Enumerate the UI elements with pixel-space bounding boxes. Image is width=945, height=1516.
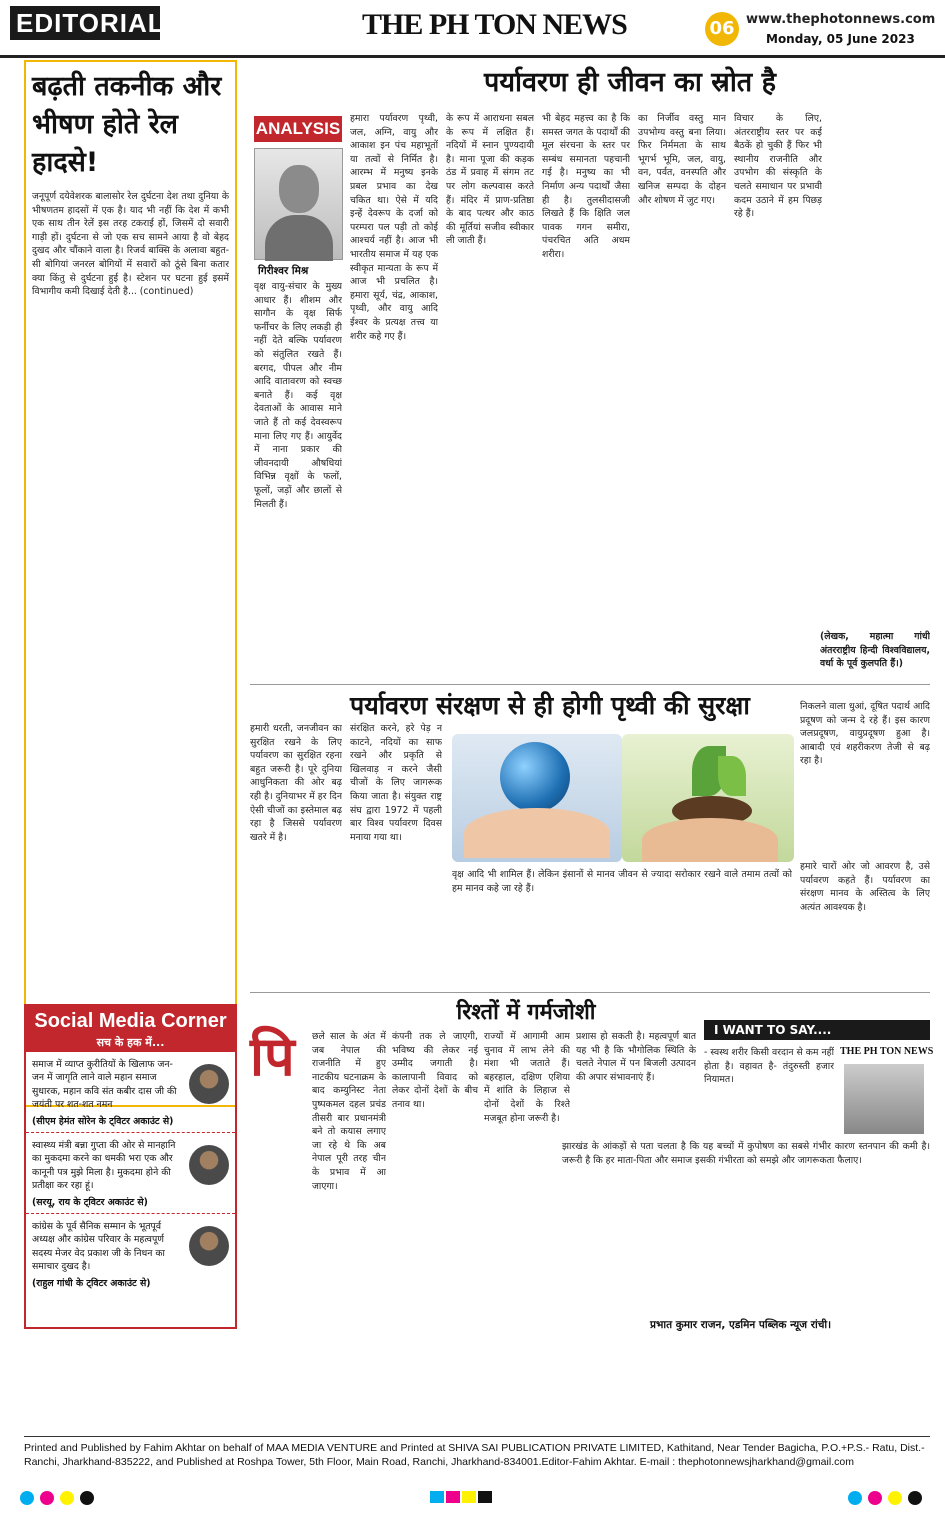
yellow-dot	[888, 1491, 902, 1505]
social-header	[26, 1006, 235, 1052]
i-want-to-say-intro: - स्वस्थ शरीर किसी वरदान से कम नहीं होता है। वहावत है- तंदुरुस्ती हजार नियामत।	[704, 1047, 834, 1086]
cyan-dot	[848, 1491, 862, 1505]
author-note: (लेखक, महात्मा गांधी अंतरराष्ट्रीय हिन्दी विश्वविद्यालय, वर्धा के पूर्व कुलपति हैं।)	[820, 631, 930, 670]
article-environment-column: के रूप में आराधना सबल के रूप में लक्षित हैं। नदियों में स्नान पुण्यदायी है। माना पूजा की कड़क ठंड में प्रवाह में संगम तट पर लोग कल्पवास करते हैं। मंदिर में प्राण-प्रतिष्ठा के बाद पत्थर और काठ की मूर्तियां सजीव स्वीकार ली जाती हैं।	[446, 113, 534, 247]
social-post	[26, 1214, 235, 1294]
i-want-to-say-header: I WANT TO SAY....	[704, 1020, 930, 1040]
contributor-signature: प्रभात कुमार राजन, एडमिन पब्लिक न्यूज रांची।	[650, 1319, 832, 1331]
post-handle: (राहुल गांधी के ट्विटर अकाउंट से)	[32, 1277, 151, 1289]
left-article	[24, 60, 237, 1107]
article-protection-column: वृक्ष आदि भी शामिल हैं। लेकिन इंसानों से मानव जीवन से ज्यादा सरोकार रखने वाले तमाम तत्वों को हम मानव कहे जा रहे हैं।	[452, 869, 792, 894]
post-text: स्वास्थ्य मंत्री बन्ना गुप्ता की ओर से मानहानि का मुकदमा करने का धमकी भरा एक और कानूनी पत्र मुझे मिला है। मुकदमा होने की प्रतीक्षा कर रहा हूं।	[32, 1140, 176, 1192]
social-tagline: सच के हक में...	[96, 1036, 165, 1049]
avatar	[189, 1064, 229, 1104]
page-number: 06	[705, 12, 739, 46]
avatar	[189, 1145, 229, 1185]
plant-hands-image	[622, 734, 794, 862]
left-article-body: जनूपूर्ण दयेवेशरक बालासोर रेल दुर्घटना देश तथा दुनिया के भीषणतम हादसों में एक है। याद भी नहीं कि देश में कभी एक साथ तीन रेलें इस तरह टकराई हों, जिसमें दो सवारी गाड़ी हों। दुर्घटना से जो एक सच सामने आया है वो बेहद दुखद और चौंकाने वाला है। रिजर्व बाक्सि के अलावा बहुत-सी बोगियां जनरल बोगियों में सवारों को ठूंसे बिना कतार क्या किंतु से दुर्घटना हुई है। स्टेशन पर घटना हुई इसमें विभागीय कमी दिखाई देती है... (continued)	[32, 191, 229, 298]
author-photo	[254, 148, 343, 260]
article-environment-column: का निर्जीव वस्तु मान उपभोग्य वस्तु बना लिया। फिर निर्ममता के साथ भूगर्भ भूमि, जल, वायु, वन, पर्वत, वनस्पति और खनिज सम्पदा के दोहन और शोषण में जुट गए।	[638, 113, 726, 206]
website-link[interactable]: www.thephotonnews.com	[746, 12, 936, 27]
issue-date: Monday, 05 June 2023	[766, 32, 915, 46]
i-want-to-say-body: झारखंड के आंकड़ों से पता चलता है कि यह बच्चों में कुपोषण का सबसे गंभीर कारण स्तनपान की कमी है। जरूरी है कि हर माता-पिता और समाज इसकी गंभीरता को समझे और जागरूकता फैलाए।	[562, 1141, 930, 1166]
section-divider	[250, 684, 930, 685]
i-want-to-say-logo: THE PH TON NEWS	[840, 1046, 934, 1057]
author-byline: गिरीश्वर मिश्र	[258, 265, 309, 277]
post-text: कांग्रेस के पूर्व सैनिक सम्मान के भूतपूर्व अध्यक्ष और कांग्रेस परिवार के महत्वपूर्ण सदस्य मेजर वेद प्रकाश जी के निधन का समाचार दुखद है।	[32, 1221, 165, 1273]
relations-title: रिश्तों में गर्मजोशी	[456, 1000, 596, 1025]
relations-column: राज्यों में आगामी आम चुनाव में लाभ लेने की मंशा भी जताते हैं। बहरहाल, दक्षिण एशिया में शांति के लिहाज से दोनों देशों के रिश्ते मजबूत होना जरूरी है।	[484, 1031, 570, 1124]
article-environment-title: पर्यावरण ही जीवन का स्रोत है	[484, 67, 776, 98]
social-title: Social Media Corner	[34, 1010, 227, 1032]
magenta-swatch	[446, 1491, 460, 1503]
social-post	[26, 1052, 235, 1133]
article-protection-column: हमारे चारों ओर जो आवरण है, उसे पर्यावरण कहते हैं। पर्यावरण का संरक्षण मानव के अस्तित्व के लिए अत्यंत आवश्यक है।	[800, 861, 930, 913]
imprint-footer: Printed and Published by Fahim Akhtar on behalf of MAA MEDIA VENTURE and Printed at SHIVA SAI PUBLICATION PRIVATE LIMITED, Kathitand, Near Tender Bagicha, P.O.+P.S.- Ratu, Dist.-Ranchi, Jharkhand-835222, and Published at Roshpa Tower, 5th Floor, Main Road, Ranchi, Jharkhand-834001.Editor-Fahim Akhtar. E-mail : thephotonnewsjharkhand@gmail.com	[24, 1436, 930, 1469]
social-post	[26, 1133, 235, 1214]
post-handle: (सरयू, राय के ट्विटर अकाउंट से)	[32, 1196, 148, 1208]
relations-column: कंपनी तक ले जाएगी, भविष्य की लेकर नई उम्मीद जगाती है। कालापानी विवाद को लेकर दोनों देशों के बीच तनाव था।	[392, 1031, 478, 1110]
magenta-dot	[868, 1491, 882, 1505]
black-swatch	[478, 1491, 492, 1503]
black-dot	[908, 1491, 922, 1505]
cyan-dot	[20, 1491, 34, 1505]
print-registration-bar	[0, 1486, 945, 1510]
relations-column: प्रशास हो सकती है। महत्वपूर्ण बात यह भी है कि भौगोलिक स्थिति के चलते नेपाल में पन बिजली उत्पादन की अपार संभावनाएं हैं।	[576, 1031, 696, 1083]
yellow-dot	[60, 1491, 74, 1505]
black-dot	[80, 1491, 94, 1505]
article-protection-column: हमारी धरती, जनजीवन का सुरक्षित रखने के लिए पर्यावरण का सुरक्षित रहना बहुत जरूरी है। पूरे दुनिया आधुनिकता की ओर बढ़ रही है। दुनियाभर में हर दिन ऐसी चीजों का इस्तेमाल बढ़ रहा है जिससे पर्यावरण खतरे में है।	[250, 723, 342, 843]
page-header	[0, 0, 945, 58]
section-divider	[250, 992, 930, 993]
section-label: EDITORIAL	[10, 6, 160, 40]
post-text: समाज में व्याप्त कुरीतियों के खिलाफ जन-जन में जागृति लाने वाले महान समाज सुधारक, महान कवि संत कबीर दास जी की जयंती पर शत-शत नमन	[32, 1059, 177, 1111]
social-media-corner	[24, 1004, 237, 1329]
cyan-swatch	[430, 1491, 444, 1503]
avatar	[189, 1226, 229, 1266]
relations-column: छले साल के अंत में जब नेपाल की राजनीति में हुए नाटकीय घटनाक्रम के बाद कम्युनिस्ट नेता पुष्पकमल दहल प्रचंड तीसरी बार प्रधानमंत्री बने तो कयास लगाए जा रहे थे कि अब नेपाल पूरी तरह चीन के प्रभाव में आ जाएगा।	[312, 1031, 386, 1192]
article-protection-title: पर्यावरण संरक्षण से ही होगी पृथ्वी की सुरक्षा	[350, 691, 750, 720]
post-handle: (सीएम हेमंत सोरेन के ट्विटर अकाउंट से)	[32, 1115, 174, 1127]
masthead: THE PH TON NEWS	[362, 8, 627, 41]
article-environment-column: हमारा पर्यावरण पृथ्वी, जल, अग्नि, वायु और आकाश इन पंच महाभूतों या तत्वों से निर्मित है। आरम्भ में मनुष्य इनके प्रबल प्रभाव का देख चकित था। ऐसे में यदि इन्हें देवरूप के दर्जा को परम्परा पल पड़ी तो कोई आश्चर्य नहीं है। आज भी भारतीय समाज में यह एक स्वीकृत मान्यता के रूप में आज भी प्रचलित है। हमारा सूर्य, चंद्र, आकाश, पृथ्वी, और वायु आदि ईश्वर के प्रत्यक्ष तत्त्व या शरीर कहे गए हैं।	[350, 113, 438, 342]
article-environment-column: विचार के लिए, अंतरराष्ट्रीय स्तर पर कई बैठकें हो चुकी हैं फिर भी स्थानीय राजनीति और उपभोग की संस्कृति के चलते समाधान पर प्रभावी कदम उठाने में हम पिछड़ रहे हैं।	[734, 113, 822, 220]
article-protection-column: संरक्षित करने, हरे पेड़ न काटने, नदियों का साफ रखने और प्रकृति से खिलवाड़ न करने जैसी चीजों के लिए जागरूक किया जाता है। संयुक्त राष्ट्र संघ द्वारा 1972 में पहली बार विश्व पर्यावरण दिवस मनाया गया था।	[350, 723, 442, 843]
drop-cap: पि	[250, 1025, 295, 1088]
article-environment-column: वृक्ष वायु-संचार के मुख्य आधार हैं। शीशम और सागौन के वृक्ष सिर्फ फर्नीचर के लिए लकड़ी ही नहीं देते बल्कि पर्यावरण को संतुलित रखते हैं। बरगद, पीपल और नीम आदि वातावरण को स्वच्छ बनाते हैं। कई वृक्ष देवताओं के आवास माने जाते हैं तो कई देवस्वरूप माना लिए गए हैं। आयुर्वेद में नाना प्रकार की जीवनदायी औषधियां विभिन्न वृक्षों के फलों, फूलों, जड़ों और छालों से मिलती हैं।	[254, 281, 342, 510]
magenta-dot	[40, 1491, 54, 1505]
article-environment-column: भी बेहद महत्त्व का है कि समस्त जगत के पदार्थों की मूल संरचना के स्तर पर सम्बंध समानता पहचानी गई है। मनुष्य का भी निर्माण अन्य पदार्थों जैसा ही है। तुलसीदासजी लिखते हैं कि क्षिति जल पावक गगन समीरा, पंचरचित अति अधम शरीरा।	[542, 113, 630, 260]
analysis-tag: ANALYSIS	[254, 116, 342, 142]
left-article-title: बढ़ती तकनीक और भीषण होते रेल हादसे!	[32, 71, 222, 178]
yellow-swatch	[462, 1491, 476, 1503]
earth-hands-image	[452, 734, 622, 862]
article-protection-column: निकलने वाला धुआं, दूषित पदार्थ आदि प्रदूषण को जन्म दे रहे हैं। इस कारण जलप्रदूषण, वायुप्रदूषण हुआ है। आबादी एवं शहरीकरण तेजी से बढ़ रहा है।	[800, 701, 930, 767]
contributor-photo	[844, 1064, 924, 1134]
